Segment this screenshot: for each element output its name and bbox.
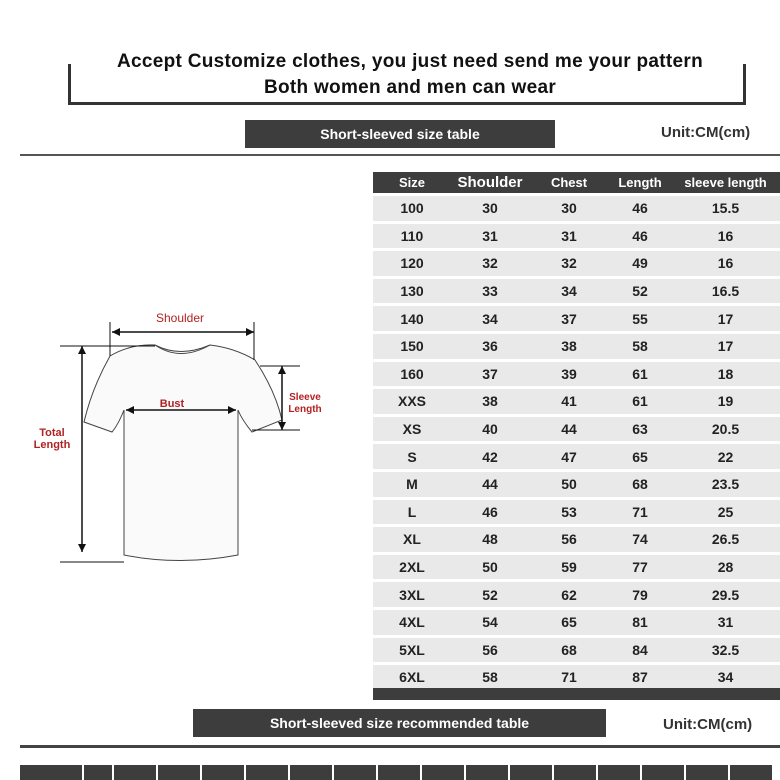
size-cell: 120 [373, 251, 451, 276]
strip-cell [598, 765, 642, 780]
size-table-footer-bar [373, 688, 780, 700]
header-chest: Chest [529, 172, 609, 193]
size-row [373, 665, 780, 690]
size-cell: 18 [671, 362, 780, 387]
size-cell: 37 [451, 362, 529, 387]
size-cell: M [373, 472, 451, 497]
size-cell: 68 [529, 638, 609, 663]
sleeve-label-line1: Sleeve [289, 392, 321, 403]
size-cell: 62 [529, 582, 609, 607]
size-table-header-row [373, 172, 780, 193]
size-cell: 15.5 [671, 196, 780, 221]
size-cell: XL [373, 527, 451, 552]
banner-line-2: Both women and men can wear [263, 77, 557, 98]
size-cell: 46 [609, 196, 671, 221]
size-table-body [373, 196, 780, 690]
size-cell: 46 [451, 500, 529, 525]
size-cell: 84 [609, 638, 671, 663]
size-cell: 19 [671, 389, 780, 414]
size-cell: 32 [529, 251, 609, 276]
size-cell: 2XL [373, 555, 451, 580]
sleeve-length-label [282, 392, 328, 416]
size-cell: 140 [373, 306, 451, 331]
shoulder-label: Shoulder [155, 311, 205, 325]
size-cell: 52 [609, 279, 671, 304]
strip-cell [554, 765, 598, 780]
size-cell: 55 [609, 306, 671, 331]
header-sleeve-length: sleeve length [671, 172, 780, 193]
size-cell: 41 [529, 389, 609, 414]
size-row [373, 306, 780, 331]
strip-cell [686, 765, 730, 780]
size-row [373, 362, 780, 387]
size-cell: 160 [373, 362, 451, 387]
size-cell: 32.5 [671, 638, 780, 663]
size-cell: 39 [529, 362, 609, 387]
size-cell: 150 [373, 334, 451, 359]
size-cell: 52 [451, 582, 529, 607]
size-cell: 49 [609, 251, 671, 276]
size-cell: 30 [451, 196, 529, 221]
strip-cell [158, 765, 202, 780]
size-cell: 37 [529, 306, 609, 331]
strip-cell [114, 765, 158, 780]
size-cell: 6XL [373, 665, 451, 690]
size-table-title: Short-sleeved size table [245, 120, 555, 148]
size-cell: 61 [609, 389, 671, 414]
size-cell: 44 [529, 417, 609, 442]
size-cell: 26.5 [671, 527, 780, 552]
size-row [373, 555, 780, 580]
size-cell: 16 [671, 224, 780, 249]
size-cell: 74 [609, 527, 671, 552]
size-cell: 50 [451, 555, 529, 580]
size-cell: 32 [451, 251, 529, 276]
size-cell: 47 [529, 444, 609, 469]
banner-bracket [68, 64, 746, 105]
size-row [373, 472, 780, 497]
strip-cell [202, 765, 246, 780]
size-cell: 38 [529, 334, 609, 359]
strip-cell [20, 765, 84, 780]
size-row [373, 279, 780, 304]
header-shoulder: Shoulder [451, 172, 529, 193]
tshirt-outline [84, 345, 282, 561]
size-cell: 33 [451, 279, 529, 304]
strip-cell [510, 765, 554, 780]
size-cell: 54 [451, 610, 529, 635]
size-cell: 65 [529, 610, 609, 635]
size-row [373, 444, 780, 469]
size-cell: 81 [609, 610, 671, 635]
size-cell: 17 [671, 306, 780, 331]
size-cell: 28 [671, 555, 780, 580]
size-cell: S [373, 444, 451, 469]
total-label-line1: Total [39, 427, 65, 439]
size-cell: 100 [373, 196, 451, 221]
size-cell: 16 [671, 251, 780, 276]
size-row [373, 582, 780, 607]
banner-line-1: Accept Customize clothes, you just need send me your pattern [116, 51, 703, 72]
strip-cell [466, 765, 510, 780]
size-cell: 53 [529, 500, 609, 525]
strip-cell [422, 765, 466, 780]
size-cell: 34 [671, 665, 780, 690]
size-cell: 29.5 [671, 582, 780, 607]
bust-label: Bust [159, 398, 185, 410]
size-cell: 34 [451, 306, 529, 331]
size-cell: 77 [609, 555, 671, 580]
size-row [373, 196, 780, 221]
size-cell: 36 [451, 334, 529, 359]
size-cell: 71 [609, 500, 671, 525]
header-length: Length [609, 172, 671, 193]
size-cell: XXS [373, 389, 451, 414]
size-cell: 17 [671, 334, 780, 359]
size-row [373, 527, 780, 552]
recommended-table-title: Short-sleeved size recommended table [193, 709, 606, 737]
header-size: Size [373, 172, 451, 193]
strip-cell [642, 765, 686, 780]
size-cell: 16.5 [671, 279, 780, 304]
size-cell: 58 [451, 665, 529, 690]
size-cell: 63 [609, 417, 671, 442]
size-cell: 38 [451, 389, 529, 414]
sleeve-label-line2: Length [288, 404, 322, 415]
size-cell: XS [373, 417, 451, 442]
size-cell: 34 [529, 279, 609, 304]
strip-cell [334, 765, 378, 780]
size-cell: 56 [451, 638, 529, 663]
size-cell: 130 [373, 279, 451, 304]
size-cell: 65 [609, 444, 671, 469]
size-row [373, 224, 780, 249]
size-cell: 42 [451, 444, 529, 469]
size-cell: 110 [373, 224, 451, 249]
size-cell: 23.5 [671, 472, 780, 497]
size-cell: 48 [451, 527, 529, 552]
size-cell: 20.5 [671, 417, 780, 442]
size-cell: 50 [529, 472, 609, 497]
recommended-table-header-strip [20, 765, 780, 780]
section-divider-bottom [20, 745, 780, 748]
total-label-line2: Length [33, 439, 71, 451]
size-cell: 31 [529, 224, 609, 249]
size-cell: 56 [529, 527, 609, 552]
size-cell: 71 [529, 665, 609, 690]
size-row [373, 251, 780, 276]
strip-cell [378, 765, 422, 780]
size-cell: 40 [451, 417, 529, 442]
section-divider-top [20, 154, 780, 156]
strip-cell [84, 765, 114, 780]
size-cell: 59 [529, 555, 609, 580]
total-length-label [28, 427, 76, 451]
size-cell: 79 [609, 582, 671, 607]
size-cell: L [373, 500, 451, 525]
strip-cell [246, 765, 290, 780]
strip-cell [730, 765, 774, 780]
size-cell: 87 [609, 665, 671, 690]
size-row [373, 417, 780, 442]
strip-cell [290, 765, 334, 780]
size-cell: 31 [671, 610, 780, 635]
size-cell: 5XL [373, 638, 451, 663]
size-row [373, 334, 780, 359]
size-cell: 31 [451, 224, 529, 249]
size-row [373, 638, 780, 663]
size-cell: 44 [451, 472, 529, 497]
size-table-unit: Unit:CM(cm) [661, 124, 751, 141]
size-row [373, 610, 780, 635]
size-cell: 68 [609, 472, 671, 497]
size-row [373, 500, 780, 525]
size-cell: 30 [529, 196, 609, 221]
size-cell: 3XL [373, 582, 451, 607]
size-cell: 46 [609, 224, 671, 249]
size-cell: 4XL [373, 610, 451, 635]
size-cell: 58 [609, 334, 671, 359]
size-cell: 61 [609, 362, 671, 387]
recommended-table-unit: Unit:CM(cm) [663, 716, 753, 733]
size-table [373, 169, 780, 693]
size-cell: 25 [671, 500, 780, 525]
size-cell: 22 [671, 444, 780, 469]
size-row [373, 389, 780, 414]
